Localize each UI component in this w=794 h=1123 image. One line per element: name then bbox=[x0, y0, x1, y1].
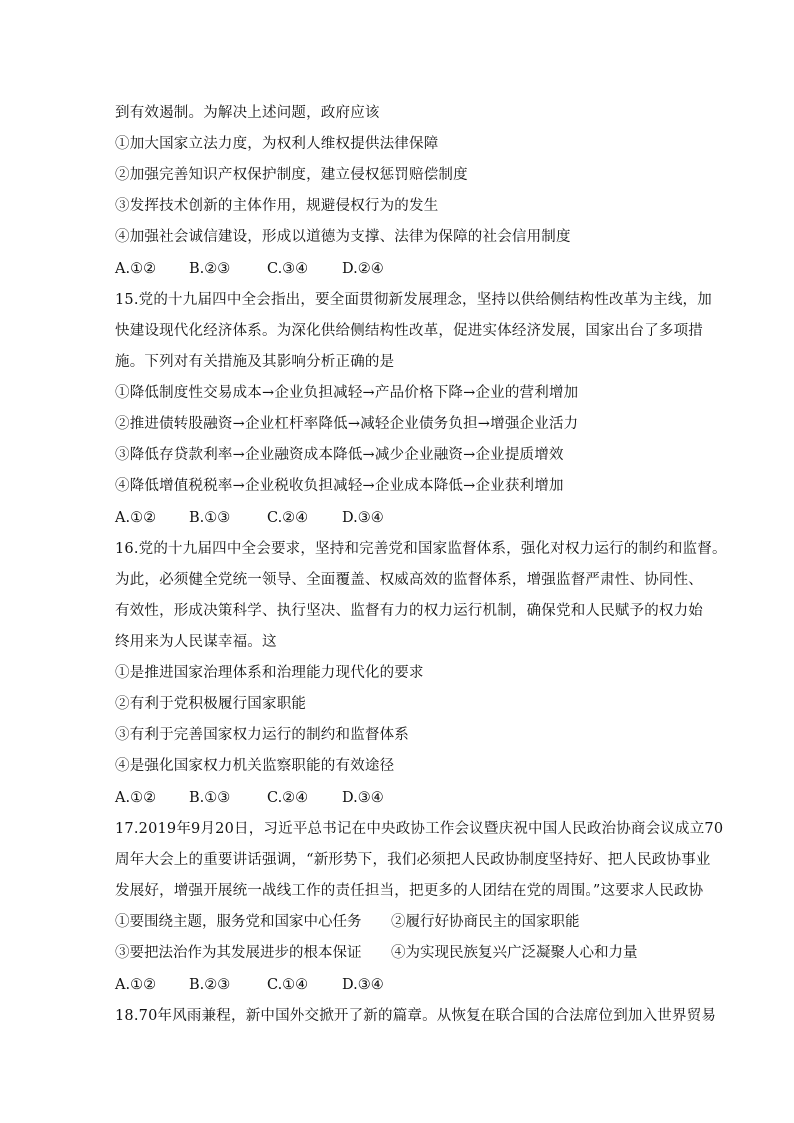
q14-choice-d: D.②④ bbox=[342, 261, 384, 277]
q15-choice-c: C.②④ bbox=[267, 510, 309, 526]
q17-option-1: ①要围绕主题，服务党和国家中心任务 bbox=[115, 914, 362, 930]
q17-choice-d: D.③④ bbox=[342, 977, 384, 993]
q16-stem-line-1: 16.党的十九届四中全会要求，坚持和完善党和国家监督体系，强化对权力运行的制约和监督。 bbox=[115, 541, 727, 557]
q15-stem-line-3: 施。下列对有关措施及其影响分析正确的是 bbox=[115, 354, 395, 370]
q17-choices bbox=[115, 975, 402, 995]
q17-option-2: ②履行好协商民主的国家职能 bbox=[391, 914, 580, 930]
q14-option-3: ③发挥技术创新的主体作用，规避侵权行为的发生 bbox=[115, 198, 439, 214]
q14-option-1: ①加大国家立法力度，为权利人维权提供法律保障 bbox=[115, 136, 439, 152]
q17-option-3: ③要把法治作为其发展进步的根本保证 bbox=[115, 945, 362, 961]
q17-stem-line-2: 周年大会上的重要讲话强调，“新形势下，我们必须把人民政协制度坚持好、把人民政协事业 bbox=[115, 852, 711, 868]
q15-stem-line-1: 15.党的十九届四中全会指出，要全面贯彻新发展理念，坚持以供给侧结构性改革为主线，加 bbox=[115, 292, 712, 308]
q15-option-3: ③降低存贷款利率→企业融资成本降低→减少企业融资→企业提质增效 bbox=[115, 447, 564, 463]
q16-choice-d: D.③④ bbox=[342, 790, 384, 806]
q16-stem-line-3: 有效性，形成决策科学、执行坚决、监督有力的权力运行机制，确保党和人民赋予的权力始 bbox=[115, 603, 703, 619]
q16-choice-c: C.②④ bbox=[267, 790, 309, 806]
q16-choices bbox=[115, 788, 402, 808]
q17-choice-c: C.①④ bbox=[267, 977, 309, 993]
q15-choice-a: A.①② bbox=[115, 510, 157, 526]
q14-option-4: ④加强社会诚信建设，形成以道德为支撑、法律为保障的社会信用制度 bbox=[115, 229, 571, 245]
q16-option-4: ④是强化国家权力机关监察职能的有效途径 bbox=[115, 758, 395, 774]
q16-stem-line-4: 终用来为人民谋幸福。这 bbox=[115, 634, 277, 650]
q15-choice-b: B.①③ bbox=[189, 510, 231, 526]
q15-stem-line-2: 快建设现代化经济体系。为深化供给侧结构性改革，促进实体经济发展，国家出台了多项措 bbox=[115, 323, 703, 339]
q14-stem-continuation: 到有效遏制。为解决上述问题，政府应该 bbox=[115, 105, 380, 121]
q15-option-4: ④降低增值税税率→企业税收负担减轻→企业成本降低→企业获利增加 bbox=[115, 478, 564, 494]
q17-choice-a: A.①② bbox=[115, 977, 157, 993]
q15-option-1: ①降低制度性交易成本→企业负担减轻→产品价格下降→企业的营利增加 bbox=[115, 385, 579, 401]
q16-option-1: ①是推进国家治理体系和治理能力现代化的要求 bbox=[115, 665, 424, 681]
q14-choice-c: C.③④ bbox=[267, 261, 309, 277]
q17-options-row-1 bbox=[115, 912, 580, 932]
q17-choice-b: B.②③ bbox=[189, 977, 231, 993]
q15-choices bbox=[115, 508, 402, 528]
q14-choice-b: B.②③ bbox=[189, 261, 231, 277]
q15-option-2: ②推进债转股融资→企业杠杆率降低→减轻企业债务负担→增强企业活力 bbox=[115, 416, 579, 432]
q14-choices bbox=[115, 259, 402, 279]
q16-option-3: ③有利于完善国家权力运行的制约和监督体系 bbox=[115, 727, 409, 743]
q16-choice-b: B.①③ bbox=[189, 790, 231, 806]
q17-stem-line-1: 17.2019年9月20日，习近平总书记在中央政协工作会议暨庆祝中国人民政治协商会议成立70 bbox=[115, 821, 724, 837]
q17-options-row-2 bbox=[115, 943, 638, 963]
q15-choice-d: D.③④ bbox=[342, 510, 384, 526]
q18-stem-line-1: 18.70年风雨兼程，新中国外交掀开了新的篇章。从恢复在联合国的合法席位到加入世界贸易 bbox=[115, 1008, 717, 1024]
q17-stem-line-3: 发展好，增强开展统一战线工作的责任担当，把更多的人团结在党的周围。”这要求人民政协 bbox=[115, 883, 704, 899]
q16-option-2: ②有利于党积极履行国家职能 bbox=[115, 696, 307, 712]
q16-stem-line-2: 为此，必须健全党统一领导、全面覆盖、权威高效的监督体系，增强监督严肃性、协同性、 bbox=[115, 572, 703, 588]
q14-choice-a: A.①② bbox=[115, 261, 157, 277]
q14-option-2: ②加强完善知识产权保护制度，建立侵权惩罚赔偿制度 bbox=[115, 167, 468, 183]
q16-choice-a: A.①② bbox=[115, 790, 157, 806]
q17-option-4: ④为实现民族复兴广泛凝聚人心和力量 bbox=[391, 945, 638, 961]
